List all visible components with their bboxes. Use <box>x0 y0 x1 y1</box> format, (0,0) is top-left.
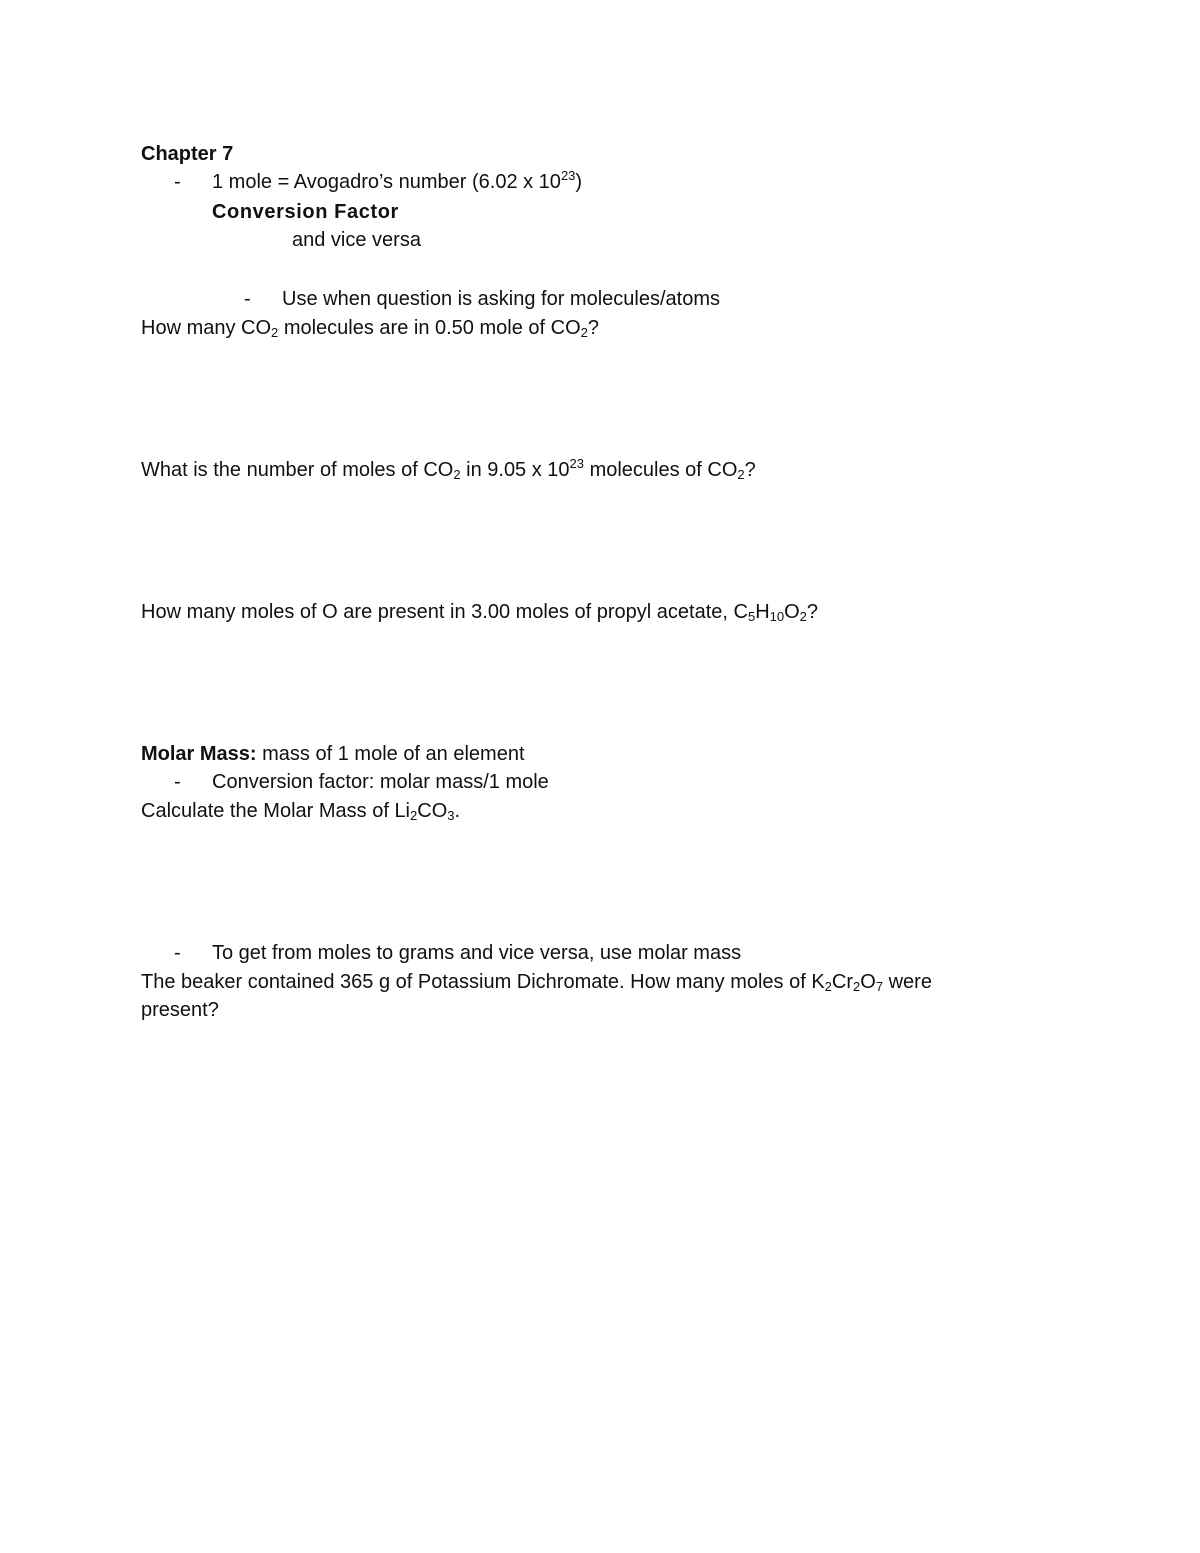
avogadro-text: 1 mole = Avogadro’s number (6.02 x 10 <box>212 171 561 193</box>
q1-subscript-2: 2 <box>580 325 588 340</box>
q3-text-d: ? <box>806 601 819 623</box>
q1-text-a: How many CO <box>141 317 272 339</box>
q5-subscript-1: 2 <box>824 979 832 994</box>
use-when-bullet <box>244 287 720 311</box>
q5-text-d: were <box>883 971 932 993</box>
q3-subscript-2: 10 <box>769 609 785 624</box>
q2-text-a: What is the number of moles of CO <box>141 459 454 481</box>
q5-text-a: The beaker contained 365 g of Potassium Dichromate. How many moles of K <box>141 971 825 993</box>
avogadro-close: ) <box>575 171 583 193</box>
q5-text-b: Cr <box>831 971 854 993</box>
q3-text-a: How many moles of O are present in 3.00 moles of propyl acetate, C <box>141 601 748 623</box>
q2-subscript-2: 2 <box>737 467 745 482</box>
avogadro-bullet <box>174 170 582 194</box>
chapter-heading: Chapter 7 <box>141 143 234 165</box>
q1-subscript-1: 2 <box>271 325 279 340</box>
q4-text-c: . <box>454 800 461 822</box>
q4-text-a: Calculate the Molar Mass of Li <box>141 800 411 822</box>
q3-subscript-1: 5 <box>747 609 756 624</box>
question-co2-molecules <box>141 316 599 340</box>
q5-subscript-3: 7 <box>875 979 884 994</box>
question-molar-mass-li2co3 <box>141 799 460 823</box>
avogadro-exponent: 23 <box>560 168 576 183</box>
moles-to-grams-bullet <box>174 941 741 965</box>
q1-text-b: molecules are in 0.50 mole of CO <box>278 317 581 339</box>
q5-subscript-2: 2 <box>853 979 861 994</box>
q5-text-c: O <box>860 971 876 993</box>
vice-versa-text: and vice versa <box>292 229 421 251</box>
conversion-factor-label: Conversion Factor <box>212 201 399 223</box>
q3-subscript-3: 2 <box>799 609 807 624</box>
molar-mass-definition <box>141 742 525 766</box>
q3-text-c: O <box>784 601 800 623</box>
q2-subscript-1: 2 <box>453 467 461 482</box>
q4-subscript-2: 3 <box>447 808 455 823</box>
bullet-dash: - <box>174 171 181 193</box>
question-potassium-dichromate <box>141 970 932 994</box>
moles-to-grams-text: To get from moles to grams and vice versa, use molar mass <box>212 942 742 964</box>
molar-mass-label: Molar Mass: <box>141 743 257 765</box>
q2-text-d: ? <box>744 459 756 481</box>
q2-text-c: molecules of CO <box>584 459 738 481</box>
bullet-dash: - <box>174 942 181 964</box>
use-when-text: Use when question is asking for molecules/atoms <box>282 288 720 310</box>
q2-text-b: in 9.05 x 10 <box>460 459 570 481</box>
question-moles-co2 <box>141 458 756 482</box>
molar-mass-def: mass of 1 mole of an element <box>256 743 525 765</box>
conversion-factor-bullet <box>174 770 549 794</box>
question-potassium-dichromate-line2: present? <box>141 999 219 1021</box>
bullet-dash: - <box>174 771 181 793</box>
q4-subscript-1: 2 <box>410 808 418 823</box>
q3-text-b: H <box>755 601 770 623</box>
bullet-dash: - <box>244 288 251 310</box>
q4-text-b: CO <box>417 800 448 822</box>
q1-text-c: ? <box>587 317 599 339</box>
conversion-factor-text: Conversion factor: molar mass/1 mole <box>212 771 549 793</box>
question-propyl-acetate <box>141 600 818 624</box>
q2-exponent: 23 <box>569 456 585 471</box>
